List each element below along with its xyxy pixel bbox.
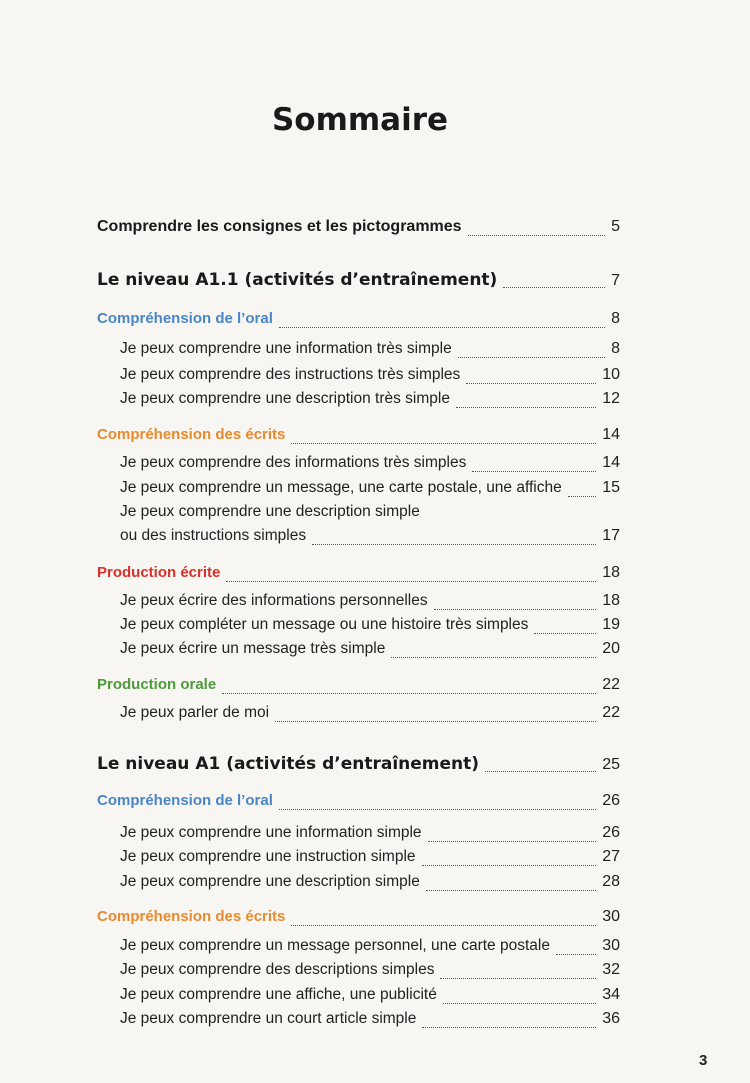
toc-entry <box>120 503 620 527</box>
toc-entry-page: 26 <box>602 792 620 809</box>
toc-entry <box>120 592 620 616</box>
dot-leader <box>422 1026 596 1028</box>
toc-entry-label: Je peux écrire un message très simple <box>120 640 386 657</box>
dot-leader <box>466 382 596 384</box>
toc-entry-page: 30 <box>602 908 620 925</box>
toc-entry-page: 25 <box>602 756 620 773</box>
page-number: 3 <box>699 1052 708 1069</box>
dot-leader <box>468 234 606 236</box>
toc-section-heading <box>97 310 620 334</box>
toc-entry-label: Production écrite <box>97 564 221 581</box>
dot-leader <box>472 470 596 472</box>
toc-entry-label: Compréhension des écrits <box>97 426 286 443</box>
dot-leader <box>456 406 596 408</box>
toc-entry-page: 22 <box>602 676 620 693</box>
toc-entry-page: 19 <box>602 616 620 633</box>
dot-leader <box>275 720 596 722</box>
toc-entry-label: Je peux comprendre des descriptions simples <box>120 961 435 978</box>
dot-leader <box>279 326 605 328</box>
toc-entry-label: Je peux comprendre des informations très simples <box>120 454 467 471</box>
dot-leader <box>434 608 597 610</box>
toc-entry-label: Compréhension de l’oral <box>97 310 273 327</box>
dot-leader <box>485 770 596 772</box>
toc-entry-page: 17 <box>602 527 620 544</box>
toc-entry-page: 34 <box>602 986 620 1003</box>
toc-entry-label: Je peux comprendre une description simple <box>120 503 420 520</box>
toc-section-heading <box>97 792 620 816</box>
toc-entry-label: Je peux comprendre une information simple <box>120 824 422 841</box>
toc-entry-page: 30 <box>602 937 620 954</box>
toc-entry-label: Compréhension des écrits <box>97 908 286 925</box>
toc-entry-page: 5 <box>611 218 620 235</box>
toc-entry-page: 22 <box>602 704 620 721</box>
toc-entry-label: Le niveau A1 (activités d’entraînement) <box>97 754 480 774</box>
toc-section-heading <box>97 564 620 588</box>
toc-entry-page: 18 <box>602 592 620 609</box>
toc-entry-page: 10 <box>602 366 620 383</box>
toc-entry <box>120 527 620 551</box>
toc-section-heading <box>97 426 620 450</box>
toc-entry-page: 7 <box>611 272 620 289</box>
toc-part-heading <box>97 270 620 294</box>
toc-entry-label: Je peux écrire des informations personnelles <box>120 592 428 609</box>
toc-entry-label: Je peux comprendre un message personnel, une carte postale <box>120 937 550 954</box>
toc-entry-label: Je peux comprendre des instructions très simples <box>120 366 461 383</box>
toc-part-heading <box>97 218 620 242</box>
toc-entry-page: 28 <box>602 873 620 890</box>
toc-entry <box>120 340 620 364</box>
toc-entry-page: 14 <box>602 426 620 443</box>
toc-entry <box>120 479 620 503</box>
toc-entry-label: Je peux comprendre une instruction simple <box>120 848 416 865</box>
dot-leader <box>503 286 605 288</box>
dot-leader <box>226 580 596 582</box>
dot-leader <box>534 632 596 634</box>
toc-entry-label: ou des instructions simples <box>120 527 307 544</box>
toc-entry <box>120 390 620 414</box>
toc-entry <box>120 873 620 897</box>
toc-entry-label: Je peux comprendre un court article simple <box>120 1010 417 1027</box>
toc-entry <box>120 961 620 985</box>
toc-entry <box>120 454 620 478</box>
toc-entry-page: 27 <box>602 848 620 865</box>
dot-leader <box>312 543 596 545</box>
toc-entry-page: 14 <box>602 454 620 471</box>
toc-entry-page: 8 <box>611 340 620 357</box>
dot-leader <box>291 442 596 444</box>
dot-leader <box>443 1002 596 1004</box>
dot-leader <box>279 808 596 810</box>
toc-part-heading <box>97 754 620 778</box>
toc-entry-page: 8 <box>611 310 620 327</box>
toc-entry-page: 15 <box>602 479 620 496</box>
toc-entry <box>120 937 620 961</box>
dot-leader <box>568 495 596 497</box>
toc-entry-label: Je peux comprendre une affiche, une publicité <box>120 986 437 1003</box>
toc-entry-label: Je peux comprendre une description très simple <box>120 390 450 407</box>
toc-section-heading <box>97 676 620 700</box>
dot-leader <box>428 840 597 842</box>
dot-leader <box>458 356 605 358</box>
toc-entry <box>120 704 620 728</box>
toc-entry <box>120 640 620 664</box>
toc-entry <box>120 986 620 1010</box>
toc-section-heading <box>97 908 620 932</box>
dot-leader <box>440 977 596 979</box>
toc-entry-label: Je peux comprendre un message, une carte postale, une affiche <box>120 479 562 496</box>
toc-entry-page: 36 <box>602 1010 620 1027</box>
toc-entry-label: Le niveau A1.1 (activités d’entraînement) <box>97 270 498 290</box>
toc-entry <box>120 1010 620 1034</box>
toc-entry-page: 26 <box>602 824 620 841</box>
page-title: Sommaire <box>271 102 449 138</box>
toc-entry <box>120 824 620 848</box>
toc-entry-label: Je peux parler de moi <box>120 704 270 721</box>
toc-entry <box>120 848 620 872</box>
toc-entry-label: Je peux comprendre une description simple <box>120 873 420 890</box>
dot-leader <box>422 864 597 866</box>
dot-leader <box>426 889 596 891</box>
toc-entry-label: Compréhension de l’oral <box>97 792 273 809</box>
toc-entry-page: 18 <box>602 564 620 581</box>
toc-entry-label: Je peux compléter un message ou une histoire très simples <box>120 616 529 633</box>
toc-entry-page: 32 <box>602 961 620 978</box>
dot-leader <box>222 692 596 694</box>
toc-entry <box>120 616 620 640</box>
toc-entry-label: Production orale <box>97 676 217 693</box>
toc-entry-page: 20 <box>602 640 620 657</box>
toc-entry-label: Je peux comprendre une information très simple <box>120 340 452 357</box>
toc-entry-page: 12 <box>602 390 620 407</box>
toc-entry-label: Comprendre les consignes et les pictogrammes <box>97 218 462 235</box>
dot-leader <box>391 656 596 658</box>
toc-entry <box>120 366 620 390</box>
dot-leader <box>291 924 596 926</box>
dot-leader <box>556 953 596 955</box>
